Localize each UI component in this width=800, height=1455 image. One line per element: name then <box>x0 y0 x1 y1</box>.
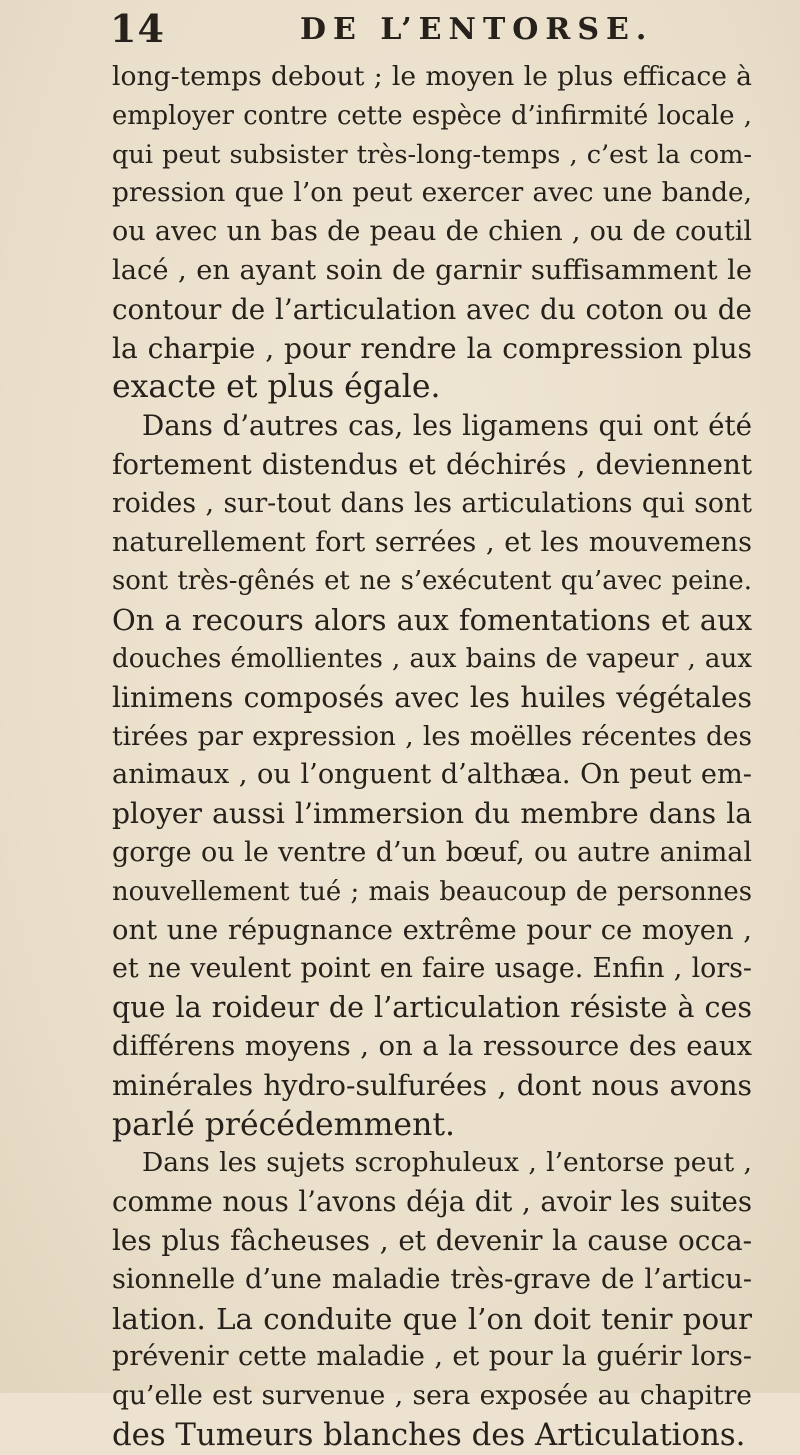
text-line: comme nous l’avons déja dit , avoir les suites <box>112 1185 752 1219</box>
text-line: prévenir cette maladie , et pour la guérir lors- <box>112 1341 752 1373</box>
text-line: la charpie , pour rendre la compression plus <box>112 331 752 365</box>
text-line: fortement distendus et déchirés , deviennent <box>112 447 752 481</box>
text-line: sionnelle d’une maladie très-grave de l’articu- <box>112 1263 752 1295</box>
text-line: ont une répugnance extrême pour ce moyen , <box>112 914 752 946</box>
paragraph-start-line: Dans les sujets scrophuleux , l’entorse peut , <box>142 1147 752 1179</box>
body-text <box>112 58 752 1455</box>
text-line: lacé , en ayant soin de garnir suffisamment le <box>112 254 752 286</box>
text-line: les plus fâcheuses , et devenir la cause occa- <box>112 1223 752 1257</box>
text-line: gorge ou le ventre d’un bœuf, ou autre animal <box>112 836 752 868</box>
text-line: long-temps debout ; le moyen le plus efficace à <box>112 61 752 92</box>
text-line: qui peut subsister très-long-temps , c’est la com- <box>112 139 752 170</box>
text-line: différens moyens , on a la ressource des eaux <box>112 1030 752 1062</box>
page-number: 14 <box>110 6 165 51</box>
paragraph-end-line: exacte et plus égale. <box>112 369 441 406</box>
text-line: minérales hydro-sulfurées , dont nous avons <box>112 1068 752 1102</box>
text-line: animaux , ou l’onguent d’althæa. On peut em- <box>112 759 752 791</box>
paragraph-end-line: des Tumeurs blanches des Articulations. <box>112 1416 746 1453</box>
text-line: linimens composés avec les huiles végétales <box>112 680 752 714</box>
text-line: qu’elle est survenue , sera exposée au chapitre <box>112 1380 752 1412</box>
text-line: On a recours alors aux fomentations et aux <box>112 603 752 638</box>
text-line: pression que l’on peut exercer avec une bande, <box>112 178 752 209</box>
text-line: sont très-gênés et ne s’exécutent qu’avec peine. <box>112 566 752 597</box>
text-line: tirées par expression , les moëlles récentes des <box>112 721 752 752</box>
text-line: ou avec un bas de peau de chien , ou de coutil <box>112 216 752 248</box>
text-line: que la roideur de l’articulation résiste à ces <box>112 991 752 1025</box>
text-line: naturellement fort serrées , et les mouvemens <box>112 526 752 558</box>
text-line: douches émollientes , aux bains de vapeur , aux <box>112 643 752 674</box>
text-line: contour de l’articulation avec du coton ou de <box>112 292 752 326</box>
text-line: employer contre cette espèce d’infirmité locale , <box>112 100 752 131</box>
paragraph-end-line: parlé précédemment. <box>112 1106 456 1143</box>
text-line: ployer aussi l’immersion du membre dans la <box>112 797 752 831</box>
page-header <box>110 6 750 56</box>
text-line: roides , sur-tout dans les articulations qui sont <box>112 487 752 519</box>
running-head: DE L’ENTORSE. <box>300 12 654 47</box>
paragraph-start-line: Dans d’autres cas, les ligamens qui ont été <box>142 409 752 443</box>
text-line: lation. La conduite que l’on doit tenir pour <box>112 1301 752 1336</box>
text-line: nouvellement tué ; mais beaucoup de personnes <box>112 876 752 907</box>
text-line: et ne veulent point en faire usage. Enfin , lors- <box>112 953 752 985</box>
